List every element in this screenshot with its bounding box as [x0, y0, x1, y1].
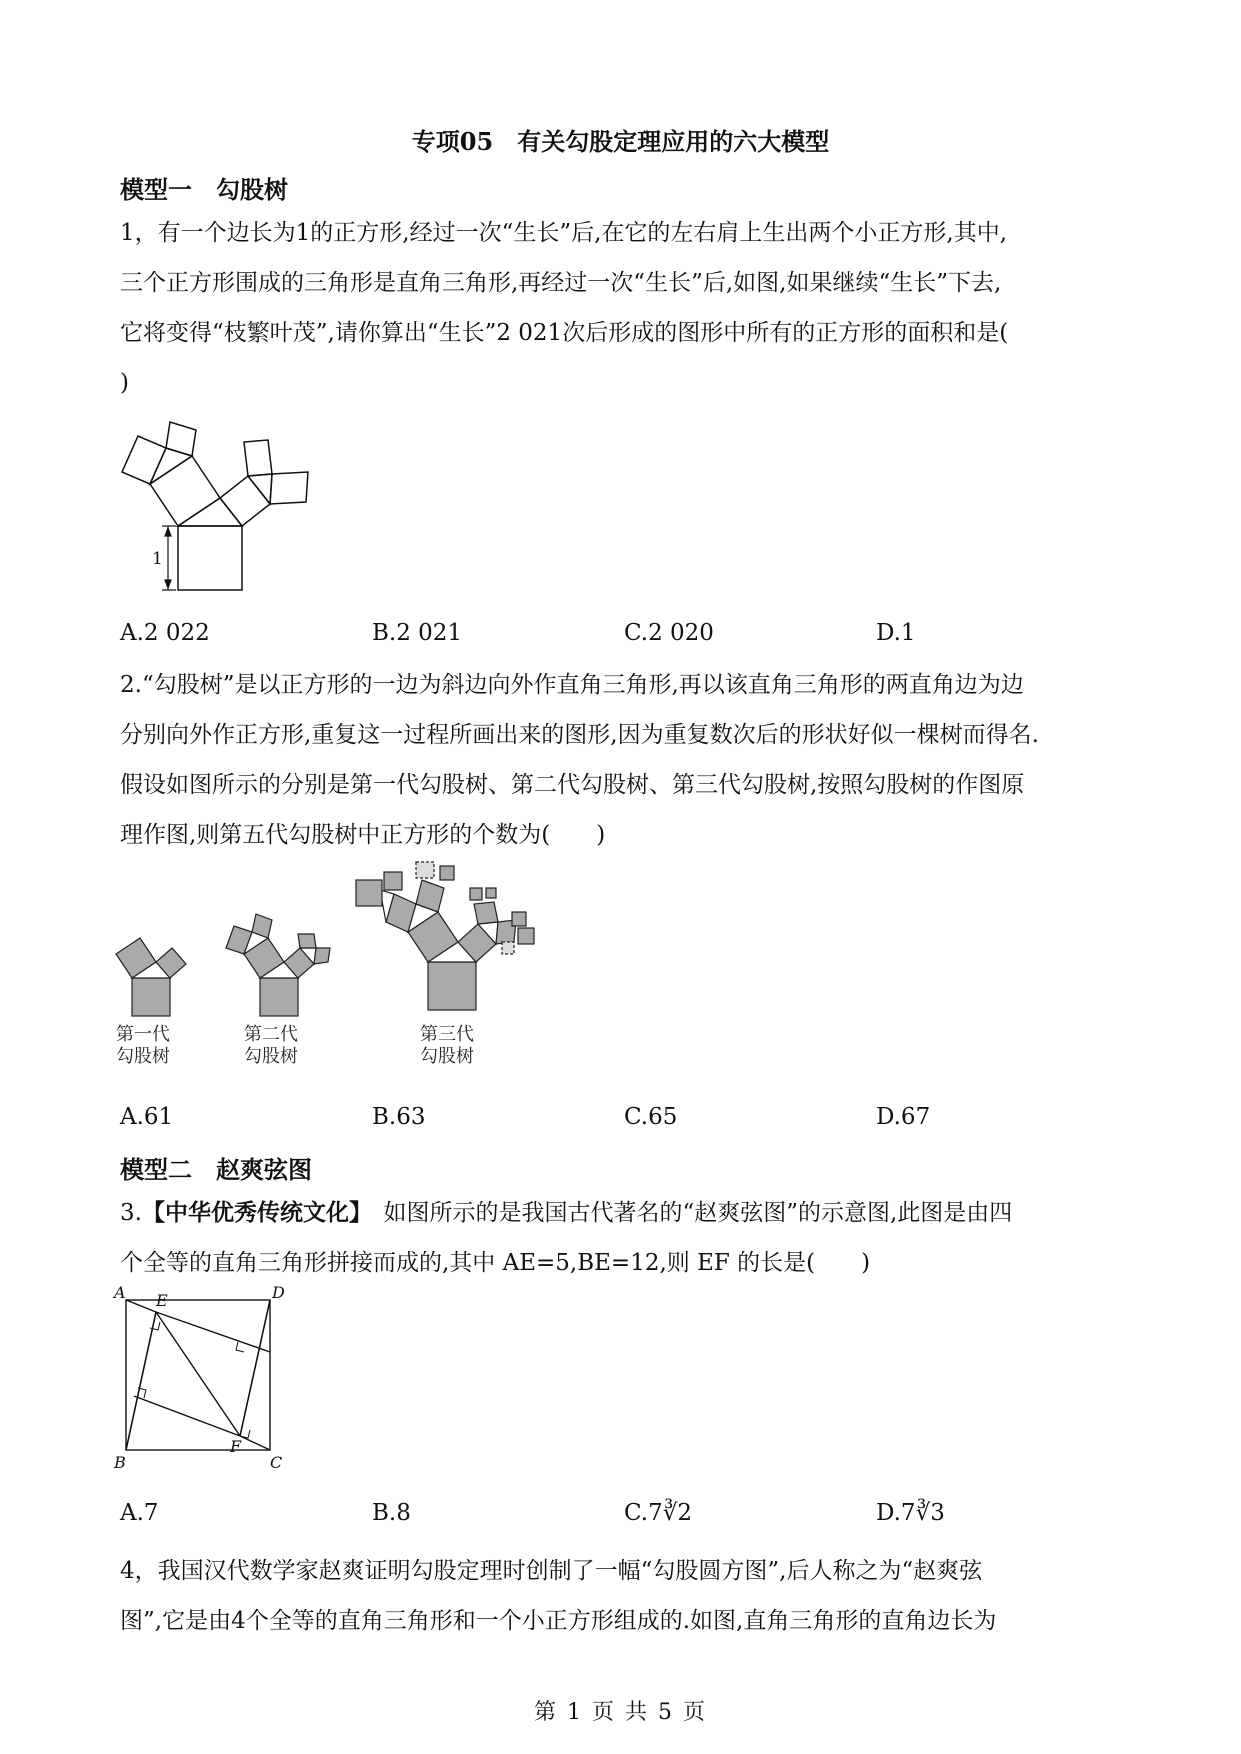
q1-side-length-label: 1 [152, 549, 163, 569]
q3-line-ed [156, 1312, 270, 1352]
model1-heading: 模型一 勾股树 [120, 175, 288, 204]
q2-caption-gen1-top: 第一代 [116, 1024, 170, 1045]
q2-caption-gen2-bottom: 勾股树 [244, 1046, 298, 1067]
q1-right-right-square [270, 472, 308, 504]
q2-caption-gen3-bottom: 勾股树 [420, 1046, 474, 1067]
q1-line-4: ) [120, 370, 129, 396]
q1-line-3: 它将变得“枝繁叶茂”,请你算出“生长”2 021次后形成的图形中所有的正方形的面积和是( [120, 320, 1009, 346]
q3-label-c: C [270, 1453, 283, 1472]
q2-line-3: 假设如图所示的分别是第一代勾股树、第二代勾股树、第三代勾股树,按照勾股树的作图原 [120, 772, 1025, 798]
q1-dimension-line [162, 526, 176, 590]
q2-caption-gen3-top: 第三代 [420, 1024, 474, 1045]
q3-line-1 [120, 1188, 1130, 1238]
q1-line-1: 1，有一个边长为1的正方形,经过一次“生长”后,在它的左右肩上生出两个小正方形,其中, [120, 220, 1008, 246]
q1-left-right-square [166, 422, 196, 456]
q3-line-ae [126, 1300, 156, 1312]
q1-option-b[interactable]: B.2 021 [372, 620, 463, 646]
q2-caption-gen2-top: 第二代 [244, 1024, 298, 1045]
q2-option-a[interactable]: A.61 [120, 1104, 174, 1130]
q1-left-left-square [122, 436, 166, 484]
q1-option-c[interactable]: C.2 020 [624, 620, 714, 646]
q2-tree-generations-figure [110, 862, 550, 1072]
q2-line-4: 理作图,则第五代勾股树中正方形的个数为( ) [120, 822, 606, 848]
q1-pythagoras-tree-figure [110, 400, 350, 600]
q3-line-1-text: 如图所示的是我国古代著名的“赵爽弦图”的示意图,此图是由四 [360, 1200, 1013, 1226]
q1-option-d[interactable]: D.1 [876, 620, 916, 646]
q2-caption-gen1-bottom: 勾股树 [116, 1046, 170, 1067]
q4-line-2: 图”,它是由4个全等的直角三角形和一个小正方形组成的.如图,直角三角形的直角边长为 [120, 1608, 997, 1634]
q2-option-c[interactable]: C.65 [624, 1104, 678, 1130]
q3-label-d: D [272, 1283, 285, 1302]
q3-option-b[interactable]: B.8 [372, 1500, 411, 1526]
q3-label-a: A [114, 1283, 126, 1302]
q1-line-2: 三个正方形围成的三角形是直角三角形,再经过一次“生长”后,如图,如果继续“生长”下去, [120, 270, 1002, 296]
q2-line-2: 分别向外作正方形,重复这一过程所画出来的图形,因为重复数次后的形状好似一棵树而得名. [120, 722, 1039, 748]
q2-line-1: 2.“勾股树”是以正方形的一边为斜边向外作直角三角形,再以该直角三角形的两直角边为边 [120, 672, 1024, 698]
q3-zhao-shuang-figure [112, 1283, 285, 1472]
q2-option-d[interactable]: D.67 [876, 1104, 931, 1130]
model2-heading: 模型二 赵爽弦图 [120, 1155, 312, 1184]
page-title: 专项05 有关勾股定理应用的六大模型 [411, 127, 830, 156]
q3-line-ef [156, 1312, 240, 1436]
q2-option-b[interactable]: B.63 [372, 1104, 426, 1130]
q3-tag: 【中华优秀传统文化】 [141, 1199, 361, 1226]
q3-line-fc [240, 1436, 270, 1450]
q1-base-square [178, 526, 242, 590]
q4-line-1: 4，我国汉代数学家赵爽证明勾股定理时创制了一幅“勾股圆方图”,后人称之为“赵爽弦 [120, 1558, 983, 1584]
q3-label-f: F [230, 1437, 242, 1456]
page-footer: 第 1 页 共 5 页 [534, 1700, 707, 1725]
q2-gen3-tree [356, 862, 534, 1010]
q1-right-square [220, 476, 270, 526]
q1-right-left-square [244, 440, 272, 476]
q3-line-inner-bottom [134, 1396, 240, 1436]
q2-gen1-tree [116, 938, 186, 1016]
q3-option-c[interactable]: C.7∛2 [624, 1500, 693, 1526]
q3-line-2: 个全等的直角三角形拼接而成的,其中 AE=5,BE=12,则 EF 的长是( ) [120, 1250, 871, 1276]
q1-triangle [178, 498, 242, 526]
q3-option-d[interactable]: D.7∛3 [876, 1500, 945, 1526]
q1-right-triangle-2 [248, 474, 272, 504]
q3-label-b: B [114, 1453, 126, 1472]
q2-gen2-tree [226, 914, 330, 1016]
q1-option-a[interactable]: A.2 022 [120, 620, 210, 646]
q3-number: 3. [120, 1200, 142, 1226]
q1-left-square [150, 456, 220, 526]
q3-option-a[interactable]: A.7 [120, 1500, 159, 1526]
q3-label-e: E [156, 1291, 168, 1310]
